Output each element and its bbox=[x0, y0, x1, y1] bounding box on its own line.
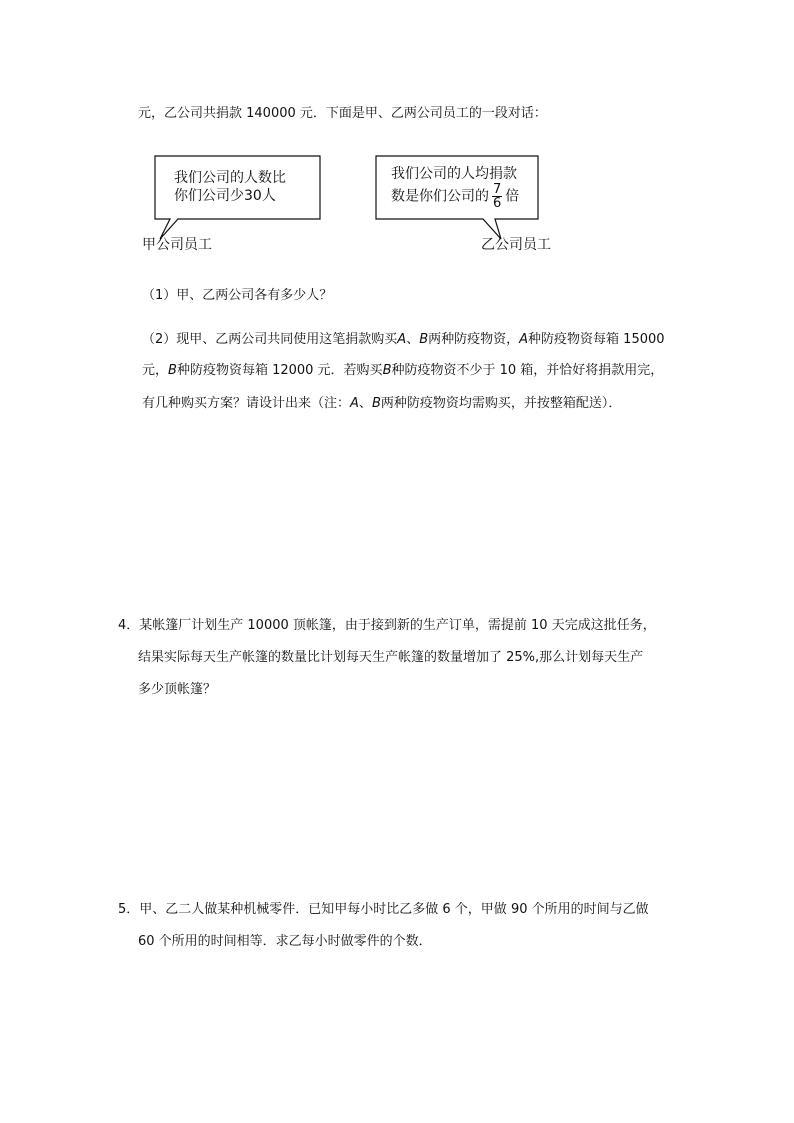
q3-part2-text-b: 两种防疫物资， bbox=[428, 332, 520, 347]
fraction-numerator: 7 bbox=[493, 182, 502, 197]
q3-part2-text-a: （2）现甲、乙两公司共同使用这笔捐款购买 bbox=[142, 332, 398, 347]
intro-text: 元，乙公司共捐款 140000 元．下面是甲、乙两公司员工的一段对话： bbox=[138, 106, 547, 121]
q3-line3-text-a: 有几种购买方案？请设计出来（注： bbox=[142, 396, 351, 411]
q4-line3: 多少顶帐篷？ bbox=[138, 682, 217, 697]
speaker-left-label: 甲公司员工 bbox=[142, 237, 212, 253]
q3-line2-text-c: 种防疫物资不少于 10 箱，并恰好将捐款用完， bbox=[391, 363, 664, 378]
speech-bubble-left bbox=[154, 155, 322, 241]
speaker-right-label: 乙公司员工 bbox=[481, 237, 551, 253]
bubble-right-line2 bbox=[391, 183, 519, 210]
q3-part2-line3 bbox=[142, 395, 621, 413]
q3-part2-line2 bbox=[142, 362, 663, 380]
q4-line1: 4．某帐篷厂计划生产 10000 顶帐篷，由于接到新的生产订单，需提前 10 天完成这批任务， bbox=[118, 618, 656, 633]
fraction-denominator: 6 bbox=[493, 196, 502, 211]
q3-line2-text-b: 种防疫物资每箱 12000 元．若购买 bbox=[176, 363, 383, 378]
var-b: B bbox=[371, 396, 381, 411]
bubble-left-line2: 你们公司少30人 bbox=[174, 188, 276, 204]
bubble-left-line1: 我们公司的人数比 bbox=[174, 170, 286, 186]
q5-line1: 5．甲、乙二人做某种机械零件．已知甲每小时比乙多做 6 个，甲做 90 个所用的时间与乙做 bbox=[118, 902, 649, 917]
q3-part1: （1）甲、乙两公司各有多少人？ bbox=[142, 288, 333, 303]
q5-line2: 60 个所用的时间相等．求乙每小时做零件的个数． bbox=[138, 934, 432, 949]
var-a: A bbox=[397, 332, 407, 347]
bubble-right-line2-text: 数是你们公司的 bbox=[391, 188, 489, 205]
var-b: B bbox=[419, 332, 429, 347]
var-a: A bbox=[350, 396, 359, 411]
q3-part2-line1 bbox=[142, 331, 665, 349]
bubble-right-line1: 我们公司的人均捐款 bbox=[391, 166, 517, 182]
separator: 、 bbox=[358, 396, 372, 411]
speech-bubble-right bbox=[375, 155, 540, 241]
q4-line2: 结果实际每天生产帐篷的数量比计划每天生产帐篷的数量增加了 25%,那么计划每天生产 bbox=[138, 650, 644, 665]
separator: 、 bbox=[406, 332, 420, 347]
bubble-right-line2-tail: 倍 bbox=[505, 188, 520, 205]
fraction-seven-sixths bbox=[492, 183, 502, 210]
q3-line3-text-b: 两种防疫物资均需购买，并按整箱配送）． bbox=[380, 396, 622, 411]
var-a: A bbox=[519, 332, 529, 347]
q3-part2-text-c: 种防疫物资每箱 15000 bbox=[528, 332, 665, 347]
q3-line2-text-a: 元， bbox=[142, 363, 169, 378]
var-b: B bbox=[168, 363, 177, 378]
var-b: B bbox=[382, 363, 392, 378]
